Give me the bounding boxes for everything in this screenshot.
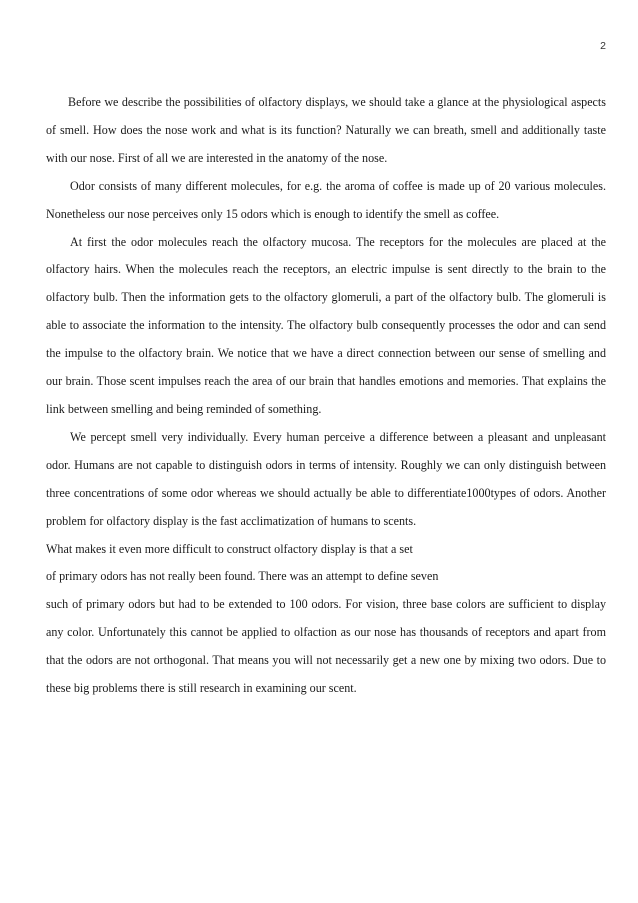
paragraph-primary-odors-line-2: of primary odors has not really been found. There was an attempt to define seven bbox=[46, 569, 439, 584]
paragraph-odor-molecules: Odor consists of many different molecules, for e.g. the aroma of coffee is made up of 20 various molecules. Nonetheless our nose perceives only 15 odors which is enough to identify the smell as coffee. bbox=[46, 178, 606, 221]
document-body bbox=[46, 89, 606, 703]
paragraph-primary-odors-line-1: What makes it even more difficult to construct olfactory display is that a set bbox=[46, 541, 413, 556]
page-number: 2 bbox=[600, 40, 606, 52]
paragraph-smell-perception: We percept smell very individually. Every human perceive a difference between a pleasant and unpleasant odor. Humans are not capable to distinguish odors in terms of intensity. Roughly we can only distinguish between three concentrations of some odor whereas we should actually be able to differentiate1000types of odors. Another problem for olfactory display is the fast acclimatization of humans to scents. bbox=[46, 429, 606, 528]
paragraph-physiology-intro: Before we describe the possibilities of olfactory displays, we should take a glance at the physiological aspects of smell. How does the nose work and what is its function? Naturally we can breath, smell and additionally taste with our nose. First of all we are interested in the anatomy of the nose. bbox=[46, 95, 606, 165]
paragraph-olfactory-process: At first the odor molecules reach the olfactory mucosa. The receptors for the molecules are placed at the olfactory hairs. When the molecules reach the receptors, an electric impulse is sent directly to the brain to the olfactory bulb. Then the information gets to the olfactory glomeruli, a part of the olfactory bulb. The glomeruli is able to associate the information to the intensity. The olfactory bulb consequently processes the odor and can send the impulse to the olfactory brain. We notice that we have a direct connection between our sense of smelling and our brain. Those scent impulses reach the area of our brain that handles emotions and memories. That explains the link between smelling and being reminded of something. bbox=[46, 234, 606, 416]
paragraph-primary-odors-continued: such of primary odors but had to be extended to 100 odors. For vision, three base colors are sufficient to display any color. Unfortunately this cannot be applied to olfaction as our nose has thousands of receptors and apart from that the odors are not orthogonal. That means you will not necessarily get a new one by mixing two odors. Due to these big problems there is still research in examining our scent. bbox=[46, 597, 606, 696]
